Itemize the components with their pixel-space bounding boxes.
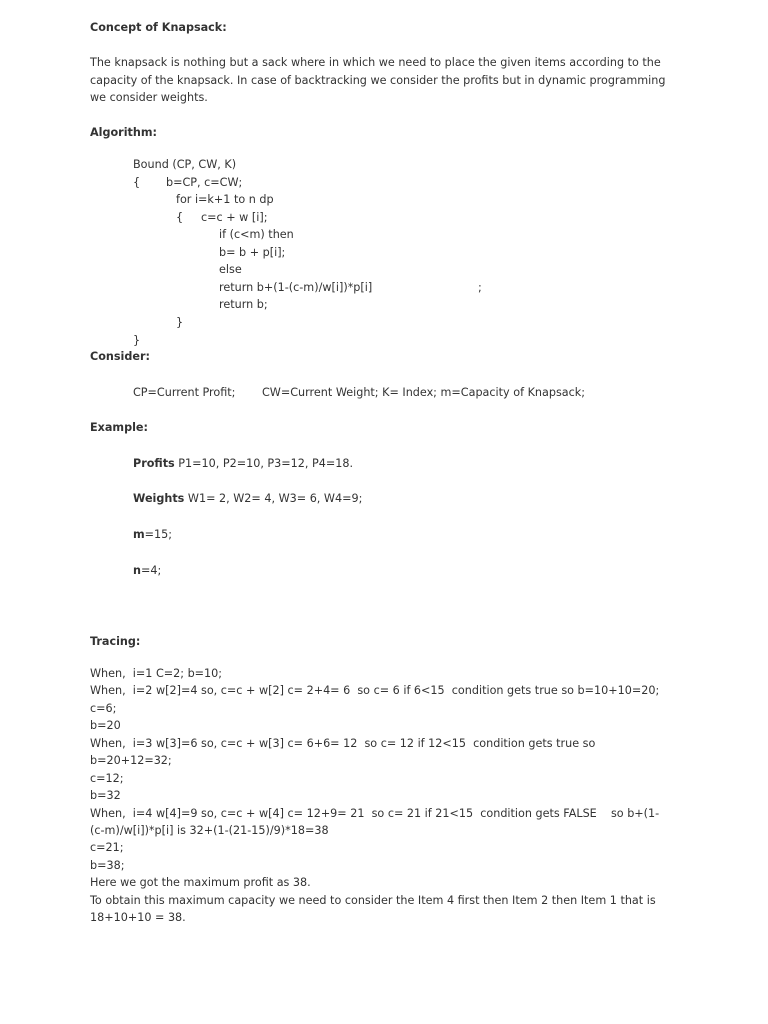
intro-line-2: capacity of the knapsack. In case of backtracking we consider the profits but in dynamic programming [90, 74, 666, 87]
code-line-8-semicolon: ; [478, 281, 482, 294]
weights-label: Weights [133, 492, 185, 505]
code-brace-close-inner: } [176, 316, 184, 329]
tracing-line-10: (c-m)/w[i])*p[i] is 32+(1-(21-15)/9)*18=38 [90, 824, 329, 837]
heading-consider: Consider: [90, 350, 150, 363]
consider-cp: CP=Current Profit; [133, 386, 236, 399]
tracing-line-7: c=12; [90, 772, 124, 785]
intro-line-3: we consider weights. [90, 91, 208, 104]
heading-tracing: Tracing: [90, 635, 141, 648]
profits-value: P1=10, P2=10, P3=12, P4=18. [174, 457, 354, 470]
consider-rest: CW=Current Weight; K= Index; m=Capacity of Knapsack; [262, 386, 586, 399]
example-weights [133, 492, 362, 506]
tracing-line-6: b=20+12=32; [90, 754, 172, 767]
code-line-2: b=CP, c=CW; [166, 176, 243, 189]
n-value: =4; [140, 564, 162, 577]
code-line-1: Bound (CP, CW, K) [133, 158, 237, 171]
n-label: n [133, 564, 141, 577]
heading-example: Example: [90, 421, 148, 434]
example-n [133, 564, 161, 578]
code-line-6: b= b + p[i]; [219, 246, 286, 259]
tracing-line-11: c=21; [90, 841, 124, 854]
tracing-line-15: 18+10+10 = 38. [90, 911, 186, 924]
code-line-7: else [219, 263, 242, 276]
example-profits [133, 457, 353, 471]
tracing-line-5: When, i=3 w[3]=6 so, c=c + w[3] c= 6+6= 12 so c= 12 if 12<15 condition gets true so [90, 737, 596, 750]
intro-line-1: The knapsack is nothing but a sack where in which we need to place the given items according to the [90, 56, 661, 69]
tracing-line-8: b=32 [90, 789, 121, 802]
code-line-5: if (c<m) then [219, 228, 294, 241]
code-brace-open-inner: { [176, 211, 184, 224]
code-line-9: return b; [219, 298, 268, 311]
tracing-line-13: Here we got the maximum profit as 38. [90, 876, 311, 889]
heading-concept: Concept of Knapsack: [90, 21, 227, 34]
tracing-line-4: b=20 [90, 719, 121, 732]
weights-value: W1= 2, W2= 4, W3= 6, W4=9; [184, 492, 363, 505]
tracing-line-9: When, i=4 w[4]=9 so, c=c + w[4] c= 12+9= 21 so c= 21 if 21<15 condition gets FALSE so b+(1- [90, 807, 660, 820]
code-line-8: return b+(1-(c-m)/w[i])*p[i] [219, 281, 373, 294]
code-line-3: for i=k+1 to n dp [176, 193, 274, 206]
profits-label: Profits [133, 457, 175, 470]
tracing-line-12: b=38; [90, 859, 125, 872]
code-line-4: c=c + w [i]; [201, 211, 268, 224]
m-value: =15; [144, 528, 173, 541]
tracing-line-1: When, i=1 C=2; b=10; [90, 667, 223, 680]
tracing-line-2: When, i=2 w[2]=4 so, c=c + w[2] c= 2+4= 6 so c= 6 if 6<15 condition gets true so b=10+10=20; [90, 684, 660, 697]
tracing-line-3: c=6; [90, 702, 117, 715]
example-m [133, 528, 172, 542]
heading-algorithm: Algorithm: [90, 126, 157, 139]
code-brace-open: { [133, 176, 141, 189]
code-brace-close: } [133, 334, 141, 347]
m-label: m [133, 528, 145, 541]
tracing-line-14: To obtain this maximum capacity we need to consider the Item 4 first then Item 2 then Item 1 that is [90, 894, 656, 907]
